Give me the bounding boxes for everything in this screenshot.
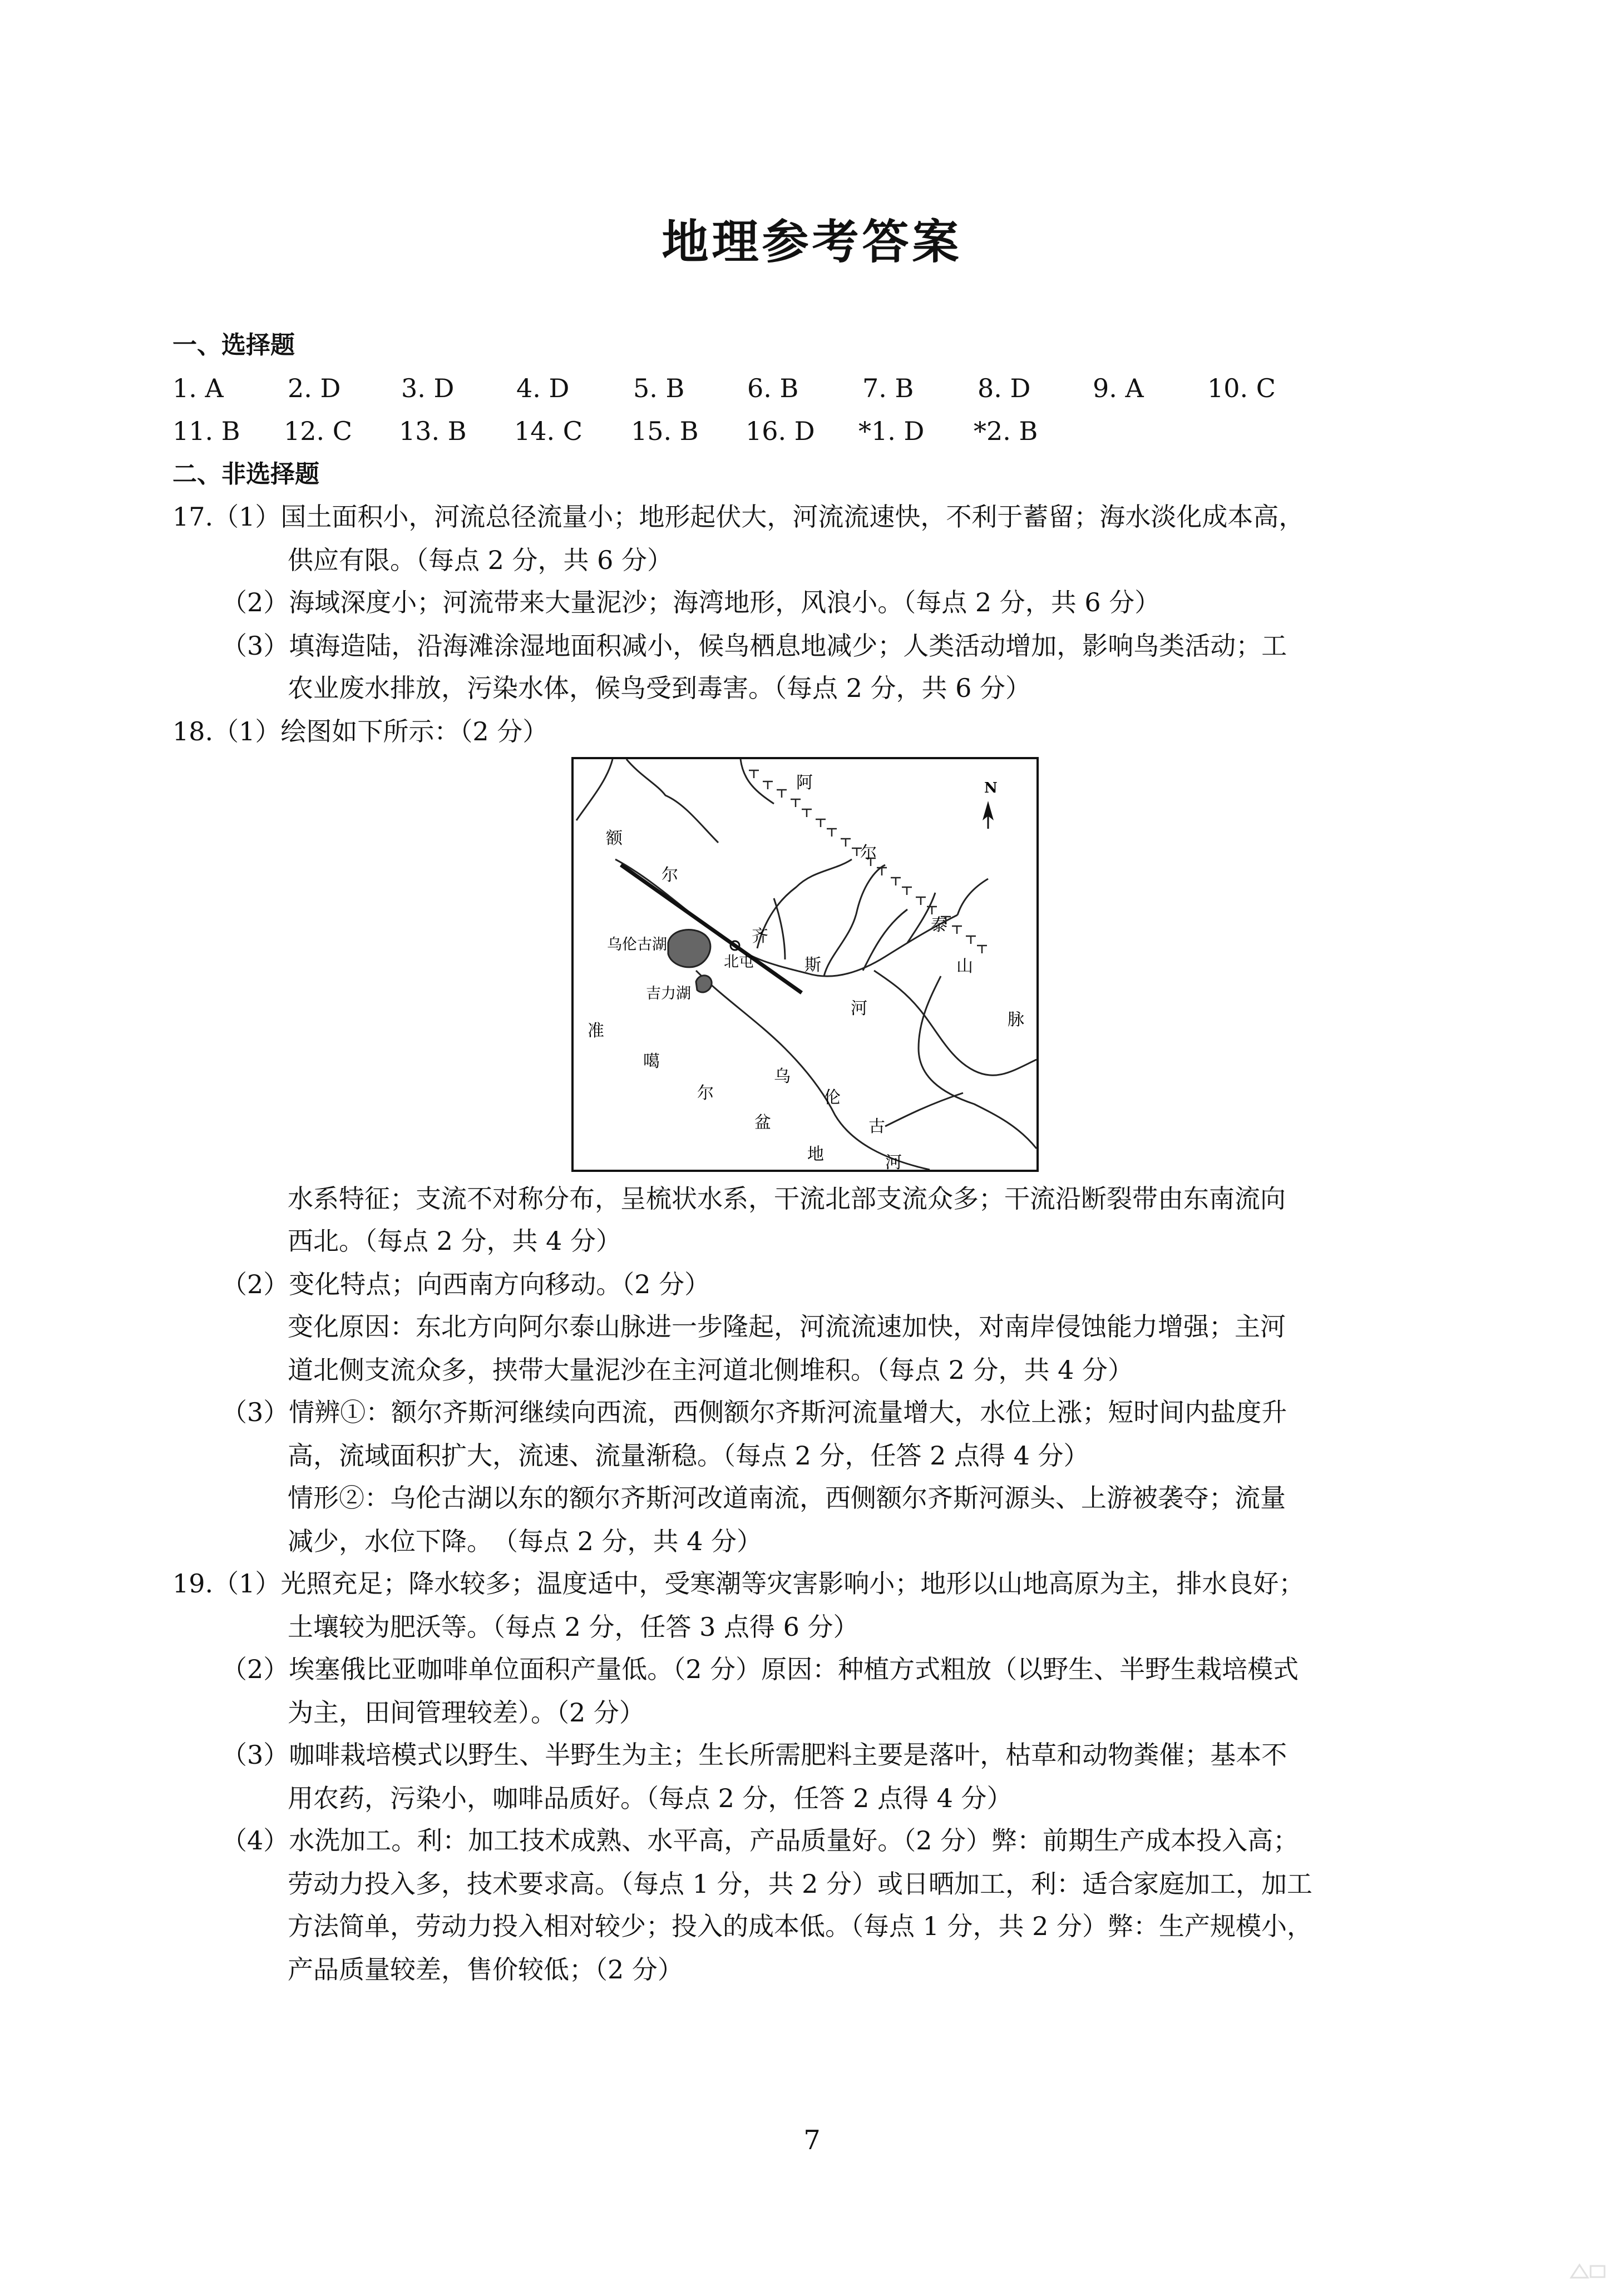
- answer-line: 农业废水排放，污染水体，候鸟受到毒害。（每点 2 分，共 6 分）: [288, 673, 1031, 703]
- jili-lake: [696, 976, 712, 992]
- map-label: 尔: [662, 865, 678, 885]
- answer-line: 土壤较为肥沃等。（每点 2 分，任答 3 点得 6 分）: [288, 1612, 859, 1642]
- town-marker-dot: [733, 944, 737, 947]
- map-label: 盆: [754, 1113, 771, 1132]
- choice-answer: 5. B: [633, 373, 685, 403]
- ulungur-lake: [668, 930, 710, 967]
- map-label: 古: [868, 1117, 885, 1136]
- choice-answer: 10. C: [1207, 373, 1276, 403]
- map-label: 斯: [804, 956, 821, 975]
- map-label: 泰: [931, 916, 947, 935]
- map-label: 乌: [774, 1067, 791, 1086]
- answer-line: （2）海域深度小；河流带来大量泥沙；海湾地形，风浪小。（每点 2 分，共 6 分）: [221, 587, 1161, 617]
- answer-line: （2）变化特点；向西南方向移动。（2 分）: [221, 1269, 710, 1299]
- answer-line: 供应有限。（每点 2 分，共 6 分）: [288, 545, 673, 575]
- choice-answer: 13. B: [399, 416, 467, 446]
- answer-line: 变化原因：东北方向阿尔泰山脉进一步隆起，河流流速加快，对南岸侵蚀能力增强；主河: [288, 1312, 1286, 1342]
- answer-line: 17.（1）国土面积小，河流总径流量小；地形起伏大，河流流速快，不利于蓄留；海水淡化成本高，: [172, 502, 1305, 532]
- map-label: 准: [588, 1021, 604, 1041]
- tributary: [957, 879, 988, 915]
- map-label: 齐: [752, 927, 768, 946]
- choice-answer: 6. B: [747, 373, 799, 403]
- answer-line: （3）填海造陆，沿海滩涂湿地面积减小，候鸟栖息地减少；人类活动增加，影响鸟类活动；工: [221, 631, 1287, 661]
- river-line: [696, 971, 930, 1170]
- choice-answer: 8. D: [978, 373, 1031, 403]
- map-label: 河: [851, 999, 867, 1018]
- choice-answer: *1. D: [858, 416, 925, 446]
- map-label: 阿: [796, 773, 813, 793]
- choice-answer: 14. C: [514, 416, 583, 446]
- answer-line: 道北侧支流众多，挟带大量泥沙在主河道北侧堆积。（每点 2 分，共 4 分）: [288, 1355, 1134, 1385]
- lake-label: 吉力湖: [646, 985, 691, 1002]
- map-label: 山: [956, 957, 973, 976]
- map-label: 噶: [643, 1052, 660, 1071]
- map-label: 地: [807, 1145, 824, 1164]
- answer-line: 水系特征；支流不对称分布，呈梳状水系，干流北部支流众多；干流沿断裂带由东南流向: [288, 1184, 1286, 1214]
- answer-line: 用农药，污染小，咖啡品质好。（每点 2 分，任答 2 点得 4 分）: [288, 1783, 1013, 1813]
- tributary: [824, 865, 885, 976]
- river-line: [576, 759, 613, 820]
- map-label: 尔: [860, 843, 877, 863]
- section-heading-choice: 一、选择题: [172, 331, 295, 359]
- answer-line: （4）水洗加工。利：加工技术成熟、水平高，产品质量好。（2 分）弊：前期生产成本投入高；: [221, 1825, 1299, 1855]
- answer-line: （2）埃塞俄比亚咖啡单位面积产量低。（2 分）原因：种植方式粗放（以野生、半野生栽培模式: [221, 1654, 1299, 1684]
- answer-line: 产品质量较差，售价较低；（2 分）: [288, 1954, 683, 1985]
- map-label: 额: [606, 829, 623, 848]
- river-system-map: [571, 757, 1039, 1172]
- answer-line: 为主，田间管理较差）。（2 分）: [288, 1698, 645, 1728]
- choice-answer: 4. D: [516, 373, 570, 403]
- choice-answer: 7. B: [862, 373, 914, 403]
- section-heading-nonchoice: 二、非选择题: [172, 460, 319, 488]
- answer-line: 西北。（每点 2 分，共 4 分）: [288, 1226, 622, 1256]
- choice-answer: *2. B: [974, 416, 1038, 446]
- answer-line: 方法简单，劳动力投入相对较少；投入的成本低。（每点 1 分，共 2 分）弊：生产规模小，: [288, 1911, 1313, 1941]
- lake-label: 乌伦古湖: [607, 936, 667, 953]
- town-label: 北屯: [724, 953, 754, 971]
- tributary: [885, 1093, 963, 1126]
- answer-line: 减少，水位下降。 （每点 2 分，共 4 分）: [288, 1526, 763, 1556]
- answer-line: 情形②：乌伦古湖以东的额尔齐斯河改道南流，西侧额尔齐斯河源头、上游被袭夺；流量: [288, 1483, 1286, 1513]
- map-label: 河: [885, 1153, 902, 1170]
- choice-answer: 1. A: [172, 373, 224, 403]
- answer-line: （3）咖啡栽培模式以野生、半野生为主；生长所需肥料主要是落叶，枯草和动物粪催；基本不: [221, 1740, 1287, 1770]
- answer-line: （3）情辨①：额尔齐斯河继续向西流，西侧额尔齐斯河流量增大，水位上涨；短时间内盐度升: [221, 1397, 1287, 1427]
- choice-answer: 12. C: [284, 416, 352, 446]
- north-label: N: [984, 780, 998, 796]
- north-arrow-icon: [983, 801, 994, 829]
- river-line: [626, 759, 718, 843]
- tributary: [757, 859, 852, 948]
- map-label: 脉: [1008, 1010, 1024, 1030]
- choice-answer: 2. D: [288, 373, 341, 403]
- answer-line: 19.（1）光照充足；降水较多；温度适中，受寒潮等灾害影响小；地形以山地高原为主，排水良好；: [172, 1568, 1305, 1599]
- tributary: [863, 909, 907, 971]
- watermark-icon: [1568, 2258, 1607, 2280]
- choice-answer: 3. D: [401, 373, 455, 403]
- answer-line: 18.（1）绘图如下所示：（2 分）: [172, 716, 549, 746]
- page-number: 7: [803, 2125, 821, 2156]
- choice-answer: 15. B: [631, 416, 699, 446]
- choice-answer: 11. B: [172, 416, 240, 446]
- choice-answer: 9. A: [1093, 373, 1144, 403]
- choice-answer: 16. D: [746, 416, 815, 446]
- tributary: [919, 976, 1036, 1149]
- map-label: 伦: [824, 1088, 841, 1107]
- page-title: 地理参考答案: [662, 215, 962, 269]
- answer-line: 高，流域面积扩大，流速、流量渐稳。（每点 2 分，任答 2 点得 4 分）: [288, 1441, 1089, 1471]
- map-label: 尔: [697, 1083, 714, 1103]
- answer-line: 劳动力投入多，技术要求高。（每点 1 分，共 2 分）或日晒加工，利：适合家庭加工，加工: [288, 1869, 1313, 1899]
- fault-line: [621, 865, 802, 993]
